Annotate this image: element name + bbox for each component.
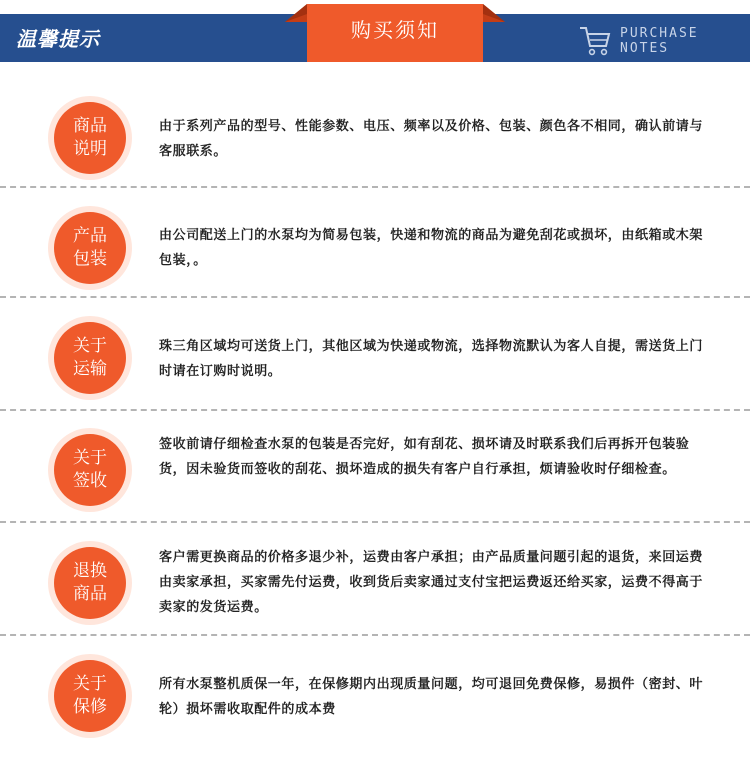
section-badge (54, 434, 126, 506)
divider (0, 186, 750, 188)
section-badge (54, 102, 126, 174)
section-text: 由于系列产品的型号、性能参数、电压、频率以及价格、包装、颜色各不相同，确认前请与客服联系。 (159, 119, 704, 159)
badge-line1: 关于 (73, 336, 107, 356)
badge-line2: 包装 (73, 249, 107, 269)
section-text: 珠三角区域均可送货上门，其他区域为快递或物流，选择物流默认为客人自提，需送货上门时请在订购时说明。 (159, 339, 704, 379)
section-text: 由公司配送上门的水泵均为简易包装，快递和物流的商品为避免刮花或损坏，由纸箱或木架包装，。 (159, 228, 704, 268)
badge-line1: 退换 (73, 561, 107, 581)
divider (0, 521, 750, 523)
badge-line1: 产品 (73, 226, 107, 246)
header (0, 0, 750, 68)
title-tab (285, 0, 505, 62)
section-badge (54, 212, 126, 284)
page-title: 购买须知 (351, 18, 439, 42)
badge-line1: 关于 (73, 674, 107, 694)
badge-line2: 保修 (73, 697, 107, 717)
section-badge (54, 322, 126, 394)
divider (0, 296, 750, 298)
notes-label: NOTES (620, 41, 670, 56)
badge-line2: 说明 (73, 139, 107, 159)
section-text: 所有水泵整机质保一年，在保修期内出现质量问题，均可退回免费保修，易损件（密封、叶轮）损坏需收取配件的成本费 (159, 677, 704, 717)
section-badge (54, 547, 126, 619)
section-text: 客户需更换商品的价格多退少补，运费由客户承担；由产品质量问题引起的退货，来回运费由卖家承担，买家需先付运费，收到货后卖家通过支付宝把运费返还给买家，运费不得高于卖家的发货运费。 (159, 550, 704, 615)
badge-line1: 关于 (73, 448, 107, 468)
brand-logo-text: 温馨提示 (16, 27, 100, 51)
cart-icon (578, 24, 612, 58)
badge-line1: 商品 (73, 116, 107, 136)
badge-line2: 签收 (73, 471, 107, 491)
section-text: 签收前请仔细检查水泵的包装是否完好，如有刮花、损坏请及时联系我们后再拆开包装验货，因未验货而签收的刮花、损坏造成的损失有客户自行承担，烦请验收时仔细检查。 (159, 437, 690, 477)
section-badge (54, 660, 126, 732)
divider (0, 634, 750, 636)
badge-line2: 运输 (73, 359, 107, 379)
purchase-notes-label (620, 26, 699, 56)
badge-line2: 商品 (73, 584, 107, 604)
purchase-label: PURCHASE (620, 26, 699, 41)
divider (0, 409, 750, 411)
